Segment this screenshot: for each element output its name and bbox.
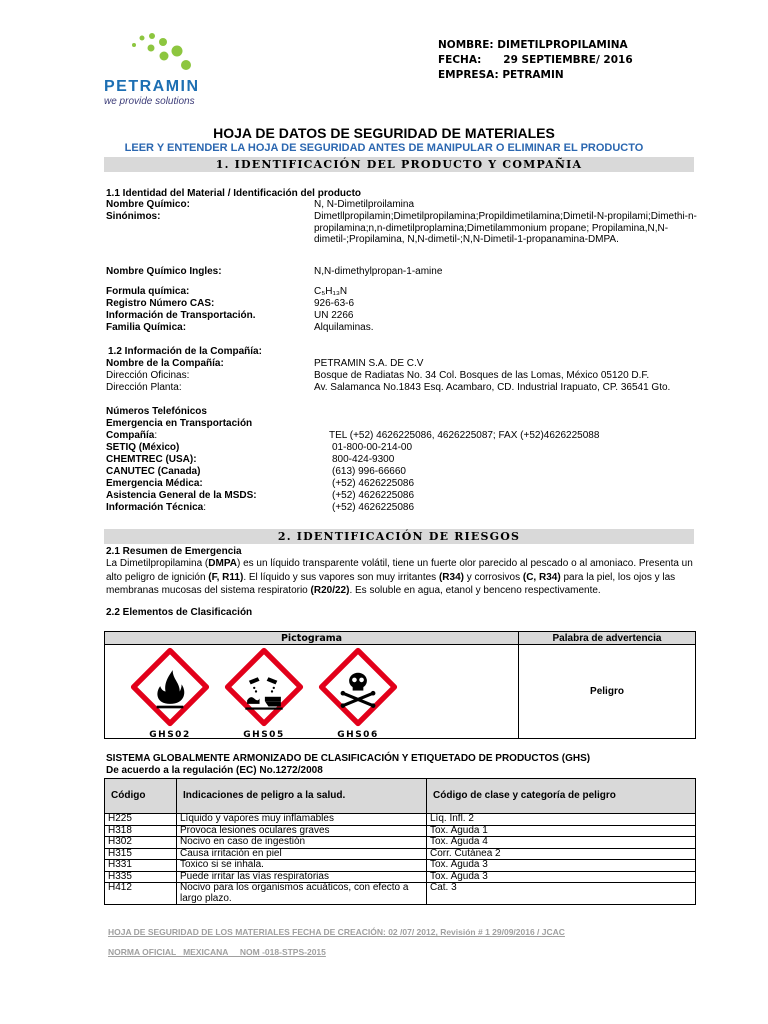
contact-label-text: CHEMTREC (USA): — [106, 454, 197, 465]
contact-label-text: Compañía — [106, 430, 155, 441]
row-class: Tox. Aguda 4 — [427, 837, 696, 849]
nombre-ingles-value: N,N-dimethylpropan-1-amine — [314, 266, 443, 277]
row-indication: Puede irritar las vías respiratorias — [177, 871, 427, 883]
row-code: H315 — [105, 848, 177, 860]
pictogram-code: GHS05 — [243, 730, 285, 740]
header-name: NOMBRE: DIMETILPROPILAMINA — [438, 39, 628, 51]
table-row — [105, 860, 696, 872]
transporte-value: UN 2266 — [314, 310, 354, 321]
row-code: H302 — [105, 837, 177, 849]
pictogram-ghs06 — [315, 647, 401, 740]
compania-value: PETRAMIN S.A. DE C.V — [314, 358, 424, 369]
row-class: Cat. 3 — [427, 883, 696, 905]
row-indication: Causa irritación en piel — [177, 848, 427, 860]
formula-label: Formula química: — [106, 286, 190, 297]
contact-label — [106, 490, 257, 502]
summary-run: DMPA — [208, 558, 237, 569]
pictogram-cell — [105, 645, 519, 739]
footer-creation: HOJA DE SEGURIDAD DE LOS MATERIALES FECHA DE CREACIÓN: 02 /07/ 2012, Revisión # 1 29/09/2016 / JCAC — [108, 927, 565, 937]
corrosion-icon — [221, 647, 307, 727]
summary-run: (F, R11) — [208, 571, 244, 583]
compania-label: Nombre de la Compañía: — [106, 358, 224, 369]
ghs-table — [104, 778, 696, 905]
contact-value: (+52) 4626225086 — [332, 490, 415, 501]
contact-value: TEL (+52) 4626225086, 4626225087; FAX (+52)4626225088 — [329, 430, 600, 441]
row-class: Corr. Cutánea 2 — [427, 848, 696, 860]
document-subtitle: LEER Y ENTENDER LA HOJA DE SEGURIDAD ANTES DE MANIPULAR O ELIMINAR EL PRODUCTO — [124, 142, 644, 154]
subsection-2-1: 2.1 Resumen de Emergencia — [106, 546, 242, 557]
nombre-ingles-label: Nombre Químico Ingles: — [106, 266, 222, 277]
footer-norma: NORMA OFICIAL MEXICANA NOM -018-STPS-2015 — [108, 947, 326, 957]
pictograma-header: Pictograma — [105, 632, 519, 645]
table-row — [105, 848, 696, 860]
palabra-header: Palabra de advertencia — [519, 632, 696, 645]
contact-label — [106, 430, 157, 442]
row-indication: Provoca lesiones oculares graves — [177, 825, 427, 837]
summary-run: La Dimetilpropilamina ( — [106, 558, 209, 569]
pictogram-table — [104, 631, 696, 739]
ghs-subtitle: De acuerdo a la regulación (EC) No.1272/2008 — [106, 765, 323, 776]
familia-label: Familia Química: — [106, 322, 187, 333]
section-2-heading: 2. IDENTIFICACIÓN DE RIESGOS — [104, 529, 694, 544]
contact-label-text: SETIQ (México) — [106, 442, 180, 453]
pictogram-ghs05 — [221, 647, 307, 740]
contact-label-text: Emergencia Médica: — [106, 478, 203, 489]
row-code: H225 — [105, 814, 177, 826]
formula-value: C₅H₁₃N — [314, 286, 348, 297]
telefonos-label: Números Telefónicos — [106, 406, 207, 417]
nombre-quimico-value: N, N-Dimetilproilamina — [314, 199, 415, 210]
summary-run: y corrosivos — [463, 571, 523, 583]
summary-run: . Es soluble en agua, etanol y benceno respectivamente. — [349, 585, 601, 596]
summary-run: para la piel, los ojos y las membranas mucosas del sistema respiratorio — [106, 571, 676, 596]
contact-value: (613) 996-66660 — [332, 466, 406, 477]
oficinas-value: Bosque de Radiatas No. 34 Col. Bosques de las Lomas, México 05120 D.F. — [314, 370, 650, 381]
row-code: H318 — [105, 825, 177, 837]
row-indication: Toxico si se inhala. — [177, 860, 427, 872]
row-class: Tox. Aguda 1 — [427, 825, 696, 837]
contact-label — [106, 442, 179, 454]
nombre-quimico-label: Nombre Químico: — [106, 199, 190, 210]
subsection-2-2: 2.2 Elementos de Clasificación — [106, 607, 253, 618]
col-codigo-header: Código — [105, 779, 177, 814]
signal-word: Peligro — [519, 645, 696, 739]
flame-icon — [127, 647, 213, 727]
row-class: Líq. Infl. 2 — [427, 814, 696, 826]
row-code: H412 — [105, 883, 177, 905]
sinonimos-label: Sinónimos: — [106, 211, 161, 222]
table-row — [105, 814, 696, 826]
planta-value: Av. Salamanca No.1843 Esq. Acambaro, CD. Industrial Irapuato, CP. 36541 Gto. — [314, 382, 671, 393]
contact-value: (+52) 4626225086 — [332, 478, 415, 489]
col-clase-header: Código de clase y categoría de peligro — [427, 779, 696, 814]
pictogram-code: GHS06 — [337, 730, 379, 740]
summary-run: (R34) — [438, 571, 464, 583]
contact-label-text: CANUTEC (Canada) — [106, 466, 201, 477]
table-row — [105, 871, 696, 883]
pictogram-code: GHS02 — [149, 730, 191, 740]
row-code: H331 — [105, 860, 177, 872]
col-indicaciones-header: Indicaciones de peligro a la salud. — [177, 779, 427, 814]
summary-run: . El líquido y sus vapores son muy irritantes — [243, 571, 439, 583]
contact-label — [106, 454, 197, 466]
cas-label: Registro Número CAS: — [106, 298, 215, 309]
ghs-title: SISTEMA GLOBALMENTE ARMONIZADO DE CLASIFICACIÓN Y ETIQUETADO DE PRODUCTOS (GHS) — [106, 753, 591, 764]
cas-value: 926-63-6 — [314, 298, 355, 309]
contact-label-suffix: : — [203, 502, 207, 513]
row-indication: Líquido y vapores muy inflamables — [177, 814, 427, 826]
summary-run: (C, R34) — [522, 571, 561, 583]
pictogram-ghs02 — [127, 647, 213, 740]
contact-value: 01-800-00-214-00 — [332, 442, 413, 453]
pictogram-row — [127, 647, 401, 740]
summary-run: ) es un líquido transparente volátil, tiene un fuerte olor parecido al pescado o al amoniaco. Presenta un alto peligro de ignición — [106, 558, 693, 583]
section-1-heading: 1. IDENTIFICACIÓN DEL PRODUCTO Y COMPAÑIA — [104, 157, 694, 172]
row-class: Tox. Aguda 3 — [427, 860, 696, 872]
row-indication: Nocivo en caso de ingestión — [177, 837, 427, 849]
oficinas-label: Dirección Oficinas: — [106, 370, 190, 381]
contact-label-suffix: : — [154, 430, 158, 441]
planta-label: Dirección Planta: — [106, 382, 182, 393]
subsection-1-2: 1.2 Información de la Compañía: — [108, 346, 262, 357]
contact-value: (+52) 4626225086 — [332, 502, 415, 513]
row-class: Tox. Aguda 3 — [427, 871, 696, 883]
contact-label — [106, 466, 200, 478]
emergency-summary — [106, 557, 706, 598]
petramin-logo-mark — [128, 32, 198, 72]
contact-label — [106, 502, 206, 514]
contact-label — [106, 478, 203, 490]
table-row — [105, 837, 696, 849]
transporte-label: Información de Transportación. — [106, 310, 256, 321]
skull-crossbones-icon — [315, 647, 401, 727]
table-row — [105, 825, 696, 837]
familia-value: Alquilaminas. — [314, 322, 374, 333]
contact-label-text: Información Técnica — [106, 502, 204, 513]
row-indication: Nocivo para los organismos acuáticos, con efecto a largo plazo. — [177, 883, 427, 905]
emergencia-label: Emergencia en Transportación — [106, 418, 253, 429]
logo-tagline: we provide solutions — [104, 96, 195, 107]
header-date: FECHA: 29 SEPTIEMBRE/ 2016 — [438, 54, 633, 66]
table-row — [105, 883, 696, 905]
contact-label-text: Asistencia General de la MSDS: — [106, 490, 257, 501]
row-code: H335 — [105, 871, 177, 883]
subsection-1-1: 1.1 Identidad del Material / Identificación del producto — [106, 188, 362, 199]
contact-value: 800-424-9300 — [332, 454, 395, 465]
sinonimos-value: Dimetllpropilamin;Dimetilpropilamina;Propildimetilamina;Dimetil-N-propilami;Dimethi-n-propilamina;n,n-dimetilproplamina;Dimetilammonium propane; Propilamina,N,N-dimetil-;Propilamina, N,N-dimetil-;N,N-Dimetil-1-propanamina-DMPA. — [314, 211, 697, 245]
ghs-table-body — [105, 814, 696, 905]
header-company: EMPRESA: PETRAMIN — [438, 69, 564, 81]
document-title: HOJA DE DATOS DE SEGURIDAD DE MATERIALES — [213, 125, 555, 141]
summary-run: (R20/22) — [310, 585, 350, 596]
logo-name: PETRAMIN — [104, 78, 200, 95]
